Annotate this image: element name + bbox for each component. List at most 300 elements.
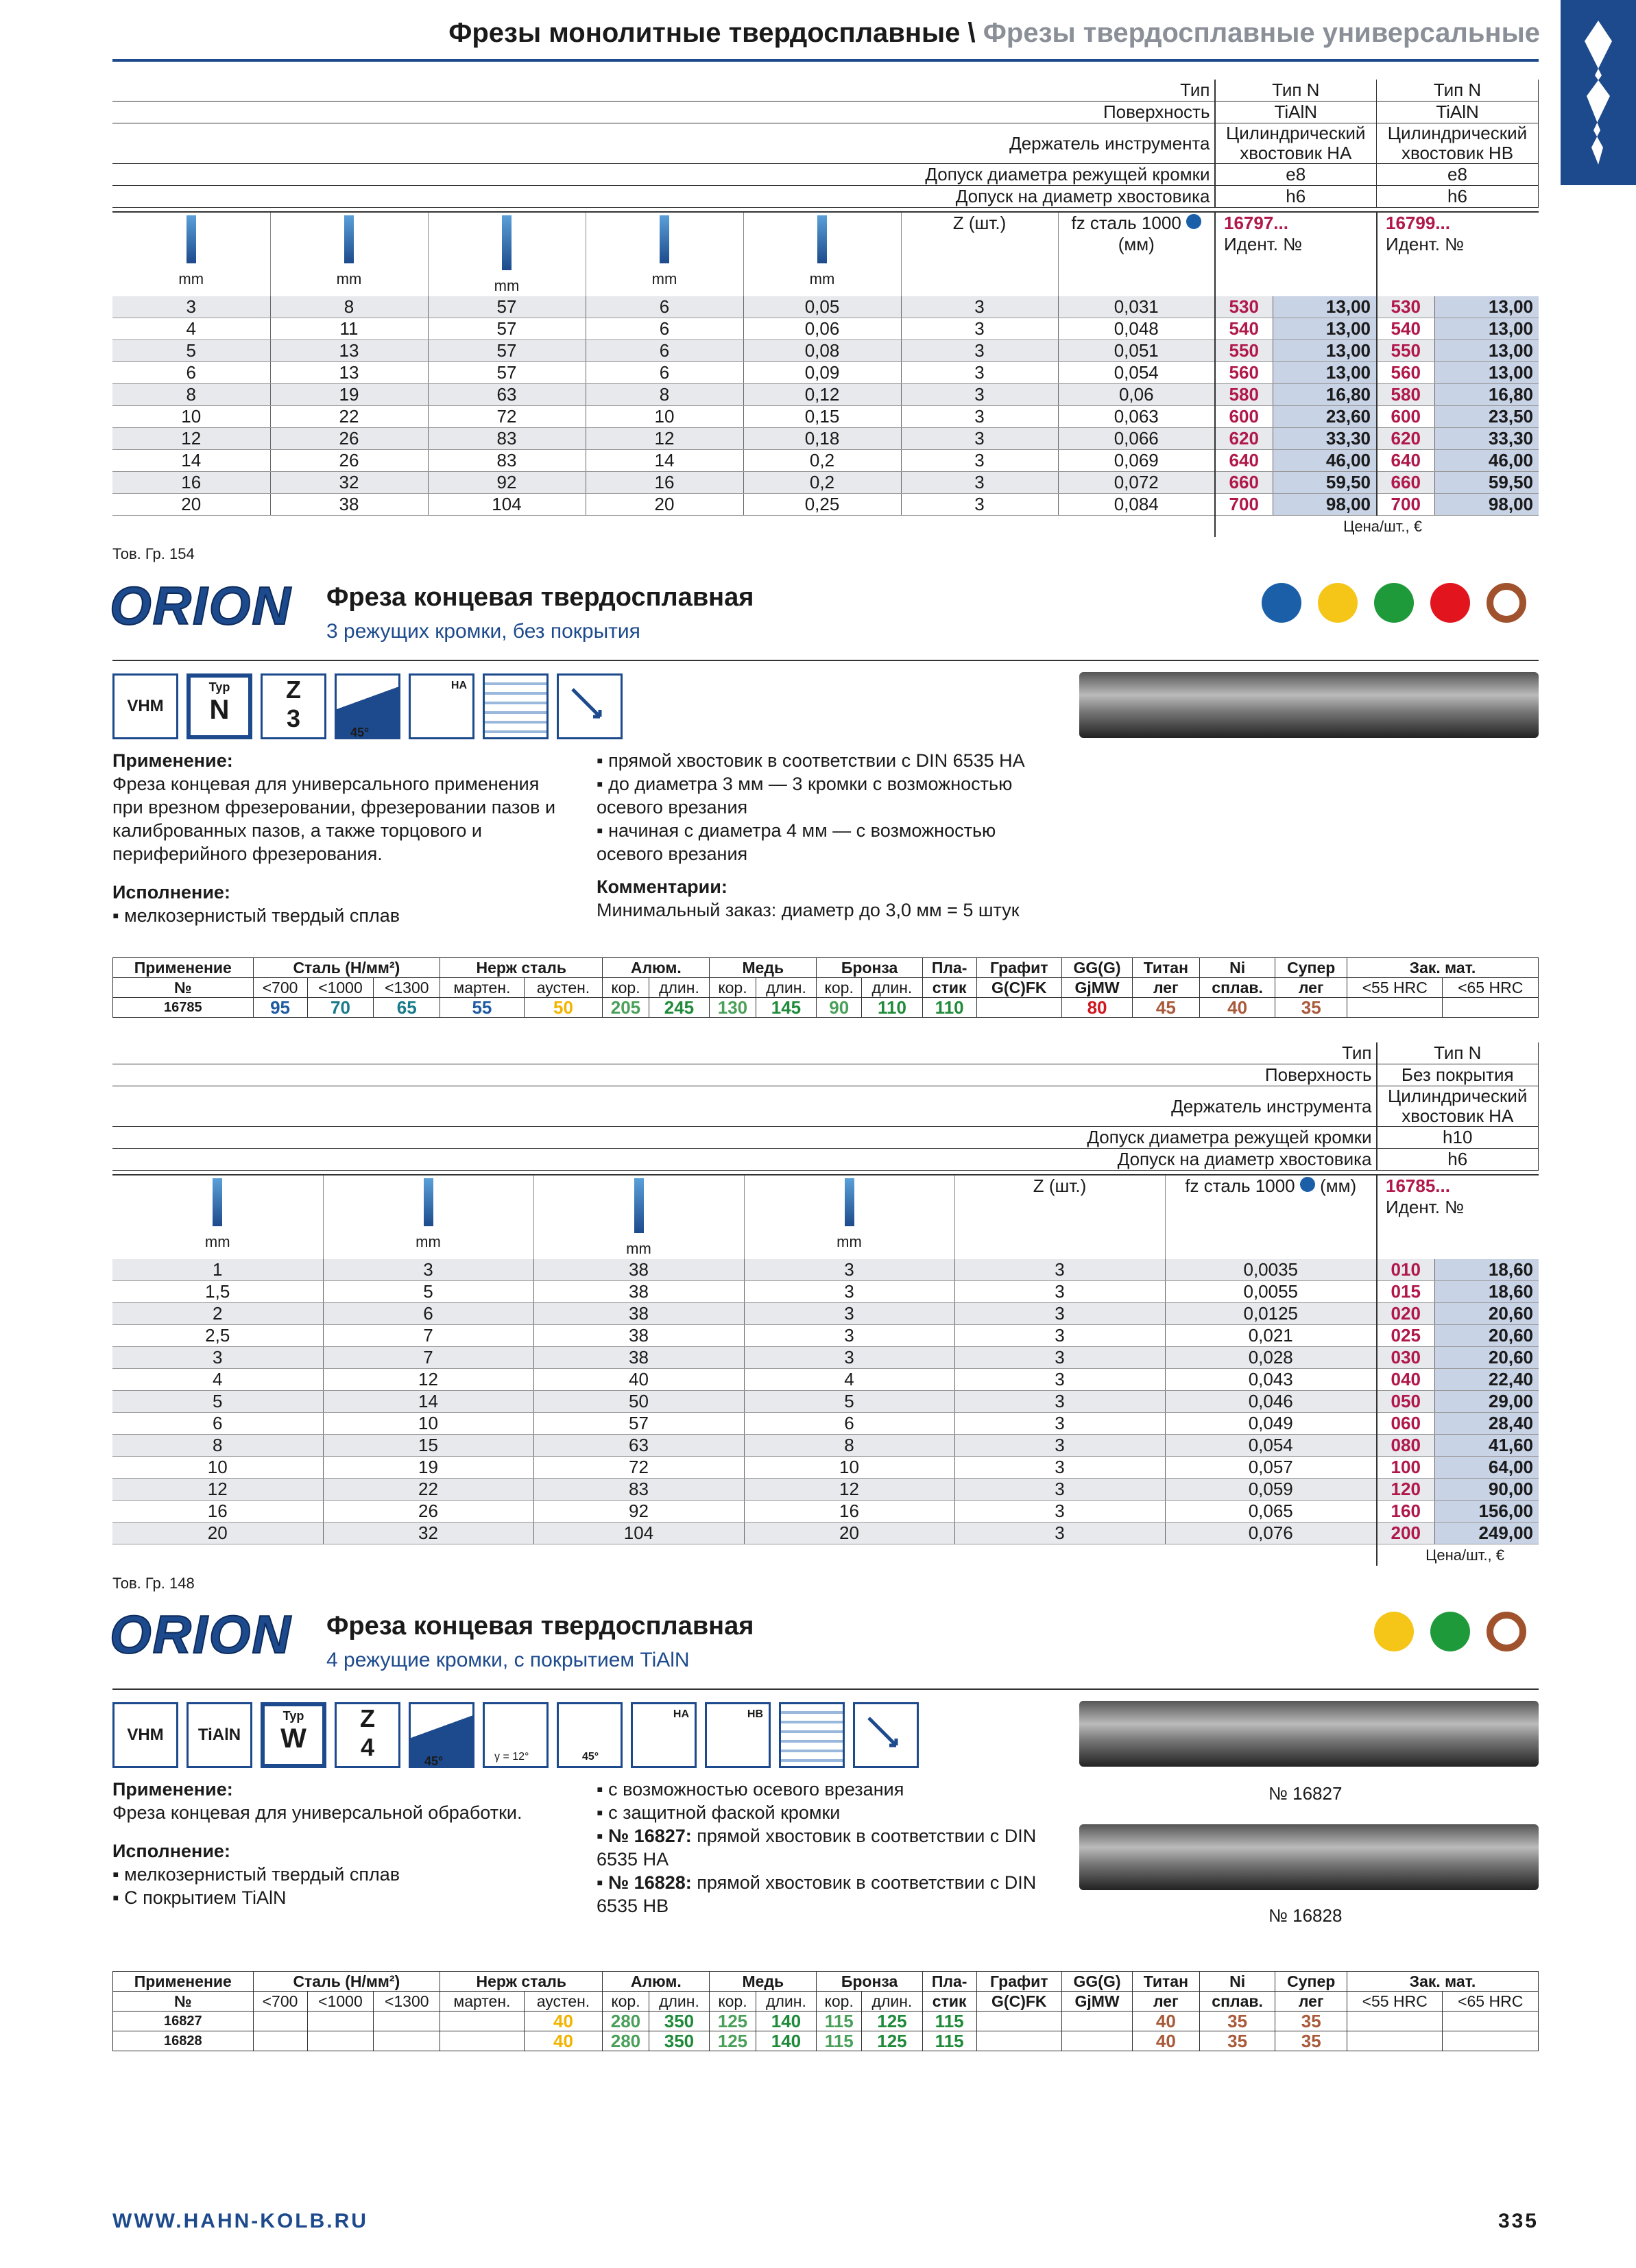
- table1-cell: 6: [112, 362, 270, 384]
- table1-cell: 660: [1215, 472, 1273, 494]
- app-subheader-cell: кор.: [817, 978, 862, 998]
- product-title: Фреза концевая твердосплавная: [326, 1612, 754, 1640]
- app-cell: 55: [440, 998, 524, 1018]
- app-cell: 40: [1132, 2012, 1199, 2031]
- ha-label: HA: [450, 680, 467, 691]
- spec-val: h10: [1377, 1127, 1539, 1149]
- app-subheader-cell: лег: [1275, 1992, 1347, 2012]
- table1-cell: 16: [586, 472, 743, 494]
- table1-cell: 8: [270, 296, 428, 318]
- table1-cell: 13,00: [1273, 340, 1377, 362]
- spec-label: Держатель инструмента: [112, 1086, 1377, 1127]
- table2-cell: 0,046: [1165, 1391, 1377, 1413]
- table2-row: [112, 1501, 1539, 1523]
- table2-cell: 20,60: [1434, 1347, 1539, 1369]
- features-block: [597, 749, 1063, 922]
- table1-cell: 59,50: [1434, 472, 1539, 494]
- app-header-cell: Титан: [1132, 1972, 1199, 1992]
- table1-cell: 13,00: [1273, 362, 1377, 384]
- table2-cell: 26: [323, 1501, 533, 1523]
- app-subheader-cell: мартен.: [440, 1992, 524, 2012]
- app-cell: 40: [1199, 998, 1275, 1018]
- spec-label: Допуск на диаметр хвостовика: [112, 1149, 1377, 1171]
- table1-row: [112, 428, 1539, 450]
- table1-cell: 13: [270, 340, 428, 362]
- table1-cell: 0,072: [1058, 472, 1215, 494]
- table2-cell: 50: [533, 1391, 744, 1413]
- app-header-cell: Супер: [1275, 958, 1347, 978]
- table1-cell: 83: [428, 428, 586, 450]
- tov-gr: Тов. Гр. 154: [112, 545, 195, 562]
- table2-cell: 0,059: [1165, 1479, 1377, 1501]
- page-number: 335: [1497, 2210, 1539, 2232]
- table2-row: [112, 1369, 1539, 1391]
- application-table-16827-16828: [112, 1971, 1539, 2051]
- table2-cell: 0,043: [1165, 1369, 1377, 1391]
- app-header-cell: Алюм.: [603, 1972, 710, 1992]
- table1-row: [112, 362, 1539, 384]
- z4-symbol: [335, 1702, 400, 1768]
- table2-cell: 0,021: [1165, 1325, 1377, 1347]
- table1-row: [112, 340, 1539, 362]
- spec-label: Допуск диаметра режущей кромки: [112, 164, 1215, 186]
- app-subheader-cell: G(C)FK: [976, 978, 1062, 998]
- steel-dot-icon: [1300, 1177, 1315, 1192]
- app-subheader-cell: лег: [1132, 978, 1199, 998]
- fz-label: fz сталь 1000: [1071, 213, 1181, 233]
- table2-cell: 12: [112, 1479, 323, 1501]
- ha-label: HA: [673, 1708, 689, 1720]
- table1-cell: 0,25: [743, 494, 901, 516]
- unit-label: mm: [494, 277, 520, 294]
- app-subheader-cell: стик: [922, 1992, 976, 2012]
- table2-cell: 16: [112, 1501, 323, 1523]
- material-dot-green: [1430, 1612, 1470, 1651]
- bullet-text: прямой хвостовик в соответствии с DIN 6535 HB: [597, 1872, 1037, 1916]
- app-cell: 130: [710, 998, 756, 1018]
- table2-cell: 16: [744, 1501, 954, 1523]
- app-subheader-cell: длин.: [862, 1992, 923, 2012]
- table1-cell: 3: [901, 362, 1058, 384]
- app-subheader-cell: GjMW: [1062, 978, 1133, 998]
- table1-cell: 3: [901, 494, 1058, 516]
- app-cell: 40: [524, 2012, 603, 2031]
- table1-cell: 0,2: [743, 472, 901, 494]
- app-header-cell: Пла-: [922, 958, 976, 978]
- app-subheader-cell: лег: [1275, 978, 1347, 998]
- section-rule: [112, 1688, 1539, 1690]
- app-header-cell: Нерж сталь: [440, 1972, 603, 1992]
- table2-cell: 4: [744, 1369, 954, 1391]
- table1-cell: 0,06: [1058, 384, 1215, 406]
- table1-cell: 0,2: [743, 450, 901, 472]
- table2-cell: 3: [744, 1347, 954, 1369]
- app-subheader-cell: <65 HRC: [1443, 978, 1539, 998]
- table1-cell: 0,054: [1058, 362, 1215, 384]
- table1-cell: 63: [428, 384, 586, 406]
- header-sub: Фрезы твердосплавные универсальные: [983, 18, 1540, 48]
- table1-cell: 83: [428, 450, 586, 472]
- table2-cell: 0,049: [1165, 1413, 1377, 1435]
- table2-cell: 0,0035: [1165, 1259, 1377, 1281]
- app-cell: 40: [1132, 2031, 1199, 2051]
- spec-val: Цилиндрический хвостовик HB: [1377, 123, 1539, 164]
- application-block: [112, 1778, 565, 1909]
- product-title: Фреза концевая твердосплавная: [326, 583, 754, 612]
- price-note: Цена/шт., €: [1377, 1544, 1539, 1566]
- app-subheader-cell: кор.: [817, 1992, 862, 2012]
- drill-icon: [1561, 0, 1636, 185]
- table2-cell: 3: [744, 1281, 954, 1303]
- table1-cell: 13,00: [1273, 318, 1377, 340]
- table1-cell: 26: [270, 428, 428, 450]
- app-subheader-cell: кор.: [710, 1992, 756, 2012]
- table2-row: [112, 1303, 1539, 1325]
- table2-cell: 19: [323, 1457, 533, 1479]
- spec-val: Тип N: [1215, 80, 1377, 102]
- typ-value: W: [280, 1723, 306, 1754]
- tolerance-icon: [779, 1702, 845, 1768]
- table1-row: [112, 472, 1539, 494]
- table1-cell: 620: [1215, 428, 1273, 450]
- app-cell: [374, 2031, 440, 2051]
- bullet-number: ▪ № 16828:: [597, 1872, 692, 1893]
- table1-cell: 16,80: [1273, 384, 1377, 406]
- table1-cell: 4: [112, 318, 270, 340]
- table1-cell: 14: [586, 450, 743, 472]
- table2-cell: 3: [954, 1369, 1165, 1391]
- app-cell: 90: [817, 998, 862, 1018]
- fz-unit: (мм): [1118, 234, 1155, 254]
- app-subheader-cell: №: [113, 1992, 254, 2012]
- table1-cell: 3: [901, 472, 1058, 494]
- app-subheader-cell: №: [113, 978, 254, 998]
- table1-cell: 11: [270, 318, 428, 340]
- app-cell: [1347, 998, 1442, 1018]
- app-subheader-cell: кор.: [710, 978, 756, 998]
- table1-cell: 0,063: [1058, 406, 1215, 428]
- table1-cell: 3: [901, 406, 1058, 428]
- hb-label: HB: [747, 1708, 763, 1720]
- table1-cell: 0,09: [743, 362, 901, 384]
- table1-cell: 0,18: [743, 428, 901, 450]
- z-letter: Z: [360, 1704, 375, 1732]
- app-subheader-cell: <1000: [307, 1992, 374, 2012]
- table1-cell: 560: [1215, 362, 1273, 384]
- table2-cell: 0,0055: [1165, 1281, 1377, 1303]
- app-cell: [307, 2031, 374, 2051]
- app-cell: [1062, 2012, 1133, 2031]
- table2-cell: 3: [954, 1347, 1165, 1369]
- table1-cell: 13,00: [1434, 318, 1539, 340]
- app-subheader-cell: G(C)FK: [976, 1992, 1062, 2012]
- app-header-cell: Применение: [113, 958, 254, 978]
- caption-16828: № 16828: [1268, 1905, 1343, 1926]
- helix-angle-label: 45°: [424, 1754, 444, 1768]
- spec-val: TiAlN: [1215, 102, 1377, 123]
- material-dot-brown-ring: [1487, 1612, 1526, 1651]
- app-cell: [1347, 2031, 1442, 2051]
- table2-cell: 18,60: [1434, 1281, 1539, 1303]
- table2-cell: 28,40: [1434, 1413, 1539, 1435]
- app-row-r16828: [113, 2031, 1539, 2051]
- app-cell: 140: [756, 2031, 817, 2051]
- unit-label: mm: [626, 1240, 651, 1257]
- table1-cell: 0,08: [743, 340, 901, 362]
- table2-cell: 41,60: [1434, 1435, 1539, 1457]
- table1-cell: 640: [1215, 450, 1273, 472]
- table1-cell: 20: [586, 494, 743, 516]
- table2-cell: 3: [954, 1479, 1165, 1501]
- table1-cell: 0,066: [1058, 428, 1215, 450]
- app-cell: 35: [1199, 2012, 1275, 2031]
- table2-row: [112, 1259, 1539, 1281]
- feature-bullet: ▪ до диаметра 3 мм — 3 кромки с возможностью осевого врезания: [597, 774, 1013, 817]
- table1-cell: 0,084: [1058, 494, 1215, 516]
- typ-label: Typ: [208, 680, 230, 694]
- ident-label: Идент. №: [1224, 234, 1303, 254]
- caption-16827: № 16827: [1268, 1783, 1343, 1804]
- table2-data: [112, 1174, 1539, 1566]
- table1-cell: 98,00: [1273, 494, 1377, 516]
- table1-cell: 8: [112, 384, 270, 406]
- app-subheader-cell: <1300: [374, 978, 440, 998]
- z-label: Z (шт.): [1033, 1175, 1087, 1196]
- application-block: [112, 749, 565, 927]
- table1-row: [112, 318, 1539, 340]
- table1-cell: 580: [1377, 384, 1434, 406]
- table2-cell: 8: [744, 1435, 954, 1457]
- plunge-icon: [853, 1702, 919, 1768]
- app-subheader-cell: <55 HRC: [1347, 978, 1442, 998]
- app-header-cell: Медь: [710, 958, 817, 978]
- feature-bullet: ▪ начиная с диаметра 4 мм — с возможностью осевого врезания: [597, 820, 996, 864]
- table1-cell: 10: [586, 406, 743, 428]
- table1-cell: 33,30: [1434, 428, 1539, 450]
- table2-cell: 20,60: [1434, 1303, 1539, 1325]
- app-header-cell: Алюм.: [603, 958, 710, 978]
- table2-icon-header: [112, 1175, 1539, 1259]
- orion-logo: ORION: [110, 1604, 292, 1664]
- shank-ha-icon: [631, 1702, 697, 1768]
- table1-cell: 620: [1377, 428, 1434, 450]
- table1-cell: 8: [586, 384, 743, 406]
- unit-label: mm: [204, 1233, 230, 1250]
- table2-cell: 38: [533, 1325, 744, 1347]
- table2-spec: [112, 1042, 1539, 1171]
- table2-cell: 0,028: [1165, 1347, 1377, 1369]
- table2-cell: 10: [112, 1457, 323, 1479]
- vhm-symbol: VHM: [112, 673, 178, 739]
- table1-cell: 3: [901, 384, 1058, 406]
- total-length-icon: [502, 215, 512, 270]
- table2-cell: 63: [533, 1435, 744, 1457]
- application-table-16785: [112, 957, 1539, 1018]
- app-cell: 115: [922, 2031, 976, 2051]
- table1-cell: 19: [270, 384, 428, 406]
- table1-icon-header: [112, 212, 1539, 296]
- table2-cell: 025: [1377, 1325, 1434, 1347]
- cutting-length-icon: [424, 1178, 433, 1226]
- page-header-title: [448, 18, 1540, 49]
- type-n-symbol: [187, 673, 252, 739]
- table1-row: [112, 450, 1539, 472]
- app-subheader-cell: лег: [1132, 1992, 1199, 2012]
- table2-cell: 3: [954, 1435, 1165, 1457]
- table1-cell: 560: [1377, 362, 1434, 384]
- app-cell: [976, 2012, 1062, 2031]
- table1-spec: [112, 80, 1539, 208]
- unit-label: mm: [651, 270, 677, 287]
- app-cell: 35: [1275, 2012, 1347, 2031]
- steel-dot-icon: [1186, 214, 1201, 229]
- app-cell: [307, 2012, 374, 2031]
- table2-cell: 7: [323, 1347, 533, 1369]
- app-cell: 350: [649, 2031, 710, 2051]
- comments-text: Минимальный заказ: диаметр до 3,0 мм = 5 штук: [597, 900, 1020, 920]
- table2-cell: 8: [112, 1435, 323, 1457]
- table2-cell: 3: [954, 1281, 1165, 1303]
- app-subheader-cell: аустен.: [524, 1992, 603, 2012]
- app-header-cell: Сталь (Н/мм²): [253, 958, 440, 978]
- app-header-cell: Медь: [710, 1972, 817, 1992]
- z-value: 3: [286, 704, 301, 732]
- app-cell: [253, 2031, 307, 2051]
- table2-cell: 10: [323, 1413, 533, 1435]
- app-cell: 16828: [113, 2031, 254, 2051]
- spec-label: Поверхность: [112, 102, 1215, 123]
- app-cell: 145: [756, 998, 817, 1018]
- spec-val: h6: [1377, 186, 1539, 208]
- spec-val: Тип N: [1377, 80, 1539, 102]
- app-cell: [1443, 998, 1539, 1018]
- table1-row: [112, 406, 1539, 428]
- table1-cell: 13,00: [1434, 340, 1539, 362]
- table2-cell: 1: [112, 1259, 323, 1281]
- app-subheader-cell: <1000: [307, 978, 374, 998]
- table1-cell: 38: [270, 494, 428, 516]
- table1-cell: 6: [586, 318, 743, 340]
- table2-cell: 18,60: [1434, 1259, 1539, 1281]
- app-header-cell: Сталь (Н/мм²): [253, 1972, 440, 1992]
- table2-cell: 2: [112, 1303, 323, 1325]
- app-header-cell: Ni: [1199, 958, 1275, 978]
- app-subheader-cell: <65 HRC: [1443, 1992, 1539, 2012]
- app-subheader-cell: <1300: [374, 1992, 440, 2012]
- table2-cell: 5: [744, 1391, 954, 1413]
- app-subheader-row: [113, 1992, 1539, 2012]
- table1-cell: 3: [112, 296, 270, 318]
- table2-cell: 20: [112, 1523, 323, 1544]
- app-cell: 125: [862, 2012, 923, 2031]
- cutting-length-icon: [344, 215, 354, 263]
- shank-hb-icon: [705, 1702, 771, 1768]
- table2-cell: 3: [954, 1413, 1165, 1435]
- execution-heading: Исполнение:: [112, 1841, 230, 1861]
- spec-label: Поверхность: [112, 1064, 1377, 1086]
- total-length-icon: [634, 1178, 644, 1233]
- material-dot-red: [1430, 583, 1470, 623]
- app-subheader-cell: кор.: [603, 1992, 649, 2012]
- table2-cell: 249,00: [1434, 1523, 1539, 1544]
- table1-cell: 540: [1215, 318, 1273, 340]
- table1-cell: 20: [112, 494, 270, 516]
- type-w-symbol: [261, 1702, 326, 1768]
- table1-data: [112, 211, 1539, 537]
- app-cell: 125: [862, 2031, 923, 2051]
- app-subheader-cell: длин.: [649, 978, 710, 998]
- application-heading: Применение:: [112, 1779, 233, 1800]
- app-cell: 80: [1062, 998, 1133, 1018]
- table1-cell: 13,00: [1434, 296, 1539, 318]
- spec-label: Допуск диаметра режущей кромки: [112, 1127, 1377, 1149]
- typ-value: N: [209, 695, 230, 725]
- app-cell: 245: [649, 998, 710, 1018]
- table2-cell: 38: [533, 1347, 744, 1369]
- table2-row: [112, 1281, 1539, 1303]
- spec-val: h6: [1215, 186, 1377, 208]
- table2-row: [112, 1347, 1539, 1369]
- footer-url[interactable]: WWW.HAHN-KOLB.RU: [112, 2210, 368, 2232]
- spec-label: Держатель инструмента: [112, 123, 1215, 164]
- table1-cell: 57: [428, 318, 586, 340]
- app-cell: 110: [862, 998, 923, 1018]
- table2-cell: 6: [744, 1413, 954, 1435]
- table2-cell: 3: [954, 1303, 1165, 1325]
- table2-cell: 3: [323, 1259, 533, 1281]
- table2-cell: 38: [533, 1281, 744, 1303]
- unit-label: mm: [336, 270, 362, 287]
- z-label: Z (шт.): [952, 213, 1007, 233]
- table2-cell: 7: [323, 1325, 533, 1347]
- app-cell: [374, 2012, 440, 2031]
- table2-cell: 200: [1377, 1523, 1434, 1544]
- table2-cell: 64,00: [1434, 1457, 1539, 1479]
- spec-val: TiAlN: [1377, 102, 1539, 123]
- table2-cell: 5: [323, 1281, 533, 1303]
- app-cell: 35: [1275, 998, 1347, 1018]
- feature-bullet: ▪ с возможностью осевого врезания: [597, 1779, 904, 1800]
- table1-row: [112, 296, 1539, 318]
- table1-cell: 600: [1377, 406, 1434, 428]
- table2-cell: 0,057: [1165, 1457, 1377, 1479]
- table2-cell: 104: [533, 1523, 744, 1544]
- table2-cell: 1,5: [112, 1281, 323, 1303]
- app-row-r16785: [113, 998, 1539, 1018]
- table1-cell: 57: [428, 340, 586, 362]
- app-cell: 50: [524, 998, 603, 1018]
- app-subheader-cell: длин.: [756, 978, 817, 998]
- app-header-row: [113, 958, 1539, 978]
- table2-cell: 40: [533, 1369, 744, 1391]
- z-value: 4: [360, 1733, 375, 1761]
- app-header-row: [113, 1972, 1539, 1992]
- gamma-label: γ = 12°: [494, 1751, 529, 1763]
- app-cell: [440, 2031, 524, 2051]
- app-subheader-cell: длин.: [649, 1992, 710, 2012]
- table1-cell: 3: [901, 318, 1058, 340]
- table1-cell: 640: [1377, 450, 1434, 472]
- code-a: 16797...: [1224, 213, 1288, 233]
- table1-cell: 22: [270, 406, 428, 428]
- app-cell: 280: [603, 2031, 649, 2051]
- table2-row: [112, 1413, 1539, 1435]
- table1-cell: 0,12: [743, 384, 901, 406]
- table2-cell: 0,076: [1165, 1523, 1377, 1544]
- table1-cell: 12: [112, 428, 270, 450]
- chamfer-45-icon: [557, 1702, 623, 1768]
- table1-cell: 550: [1377, 340, 1434, 362]
